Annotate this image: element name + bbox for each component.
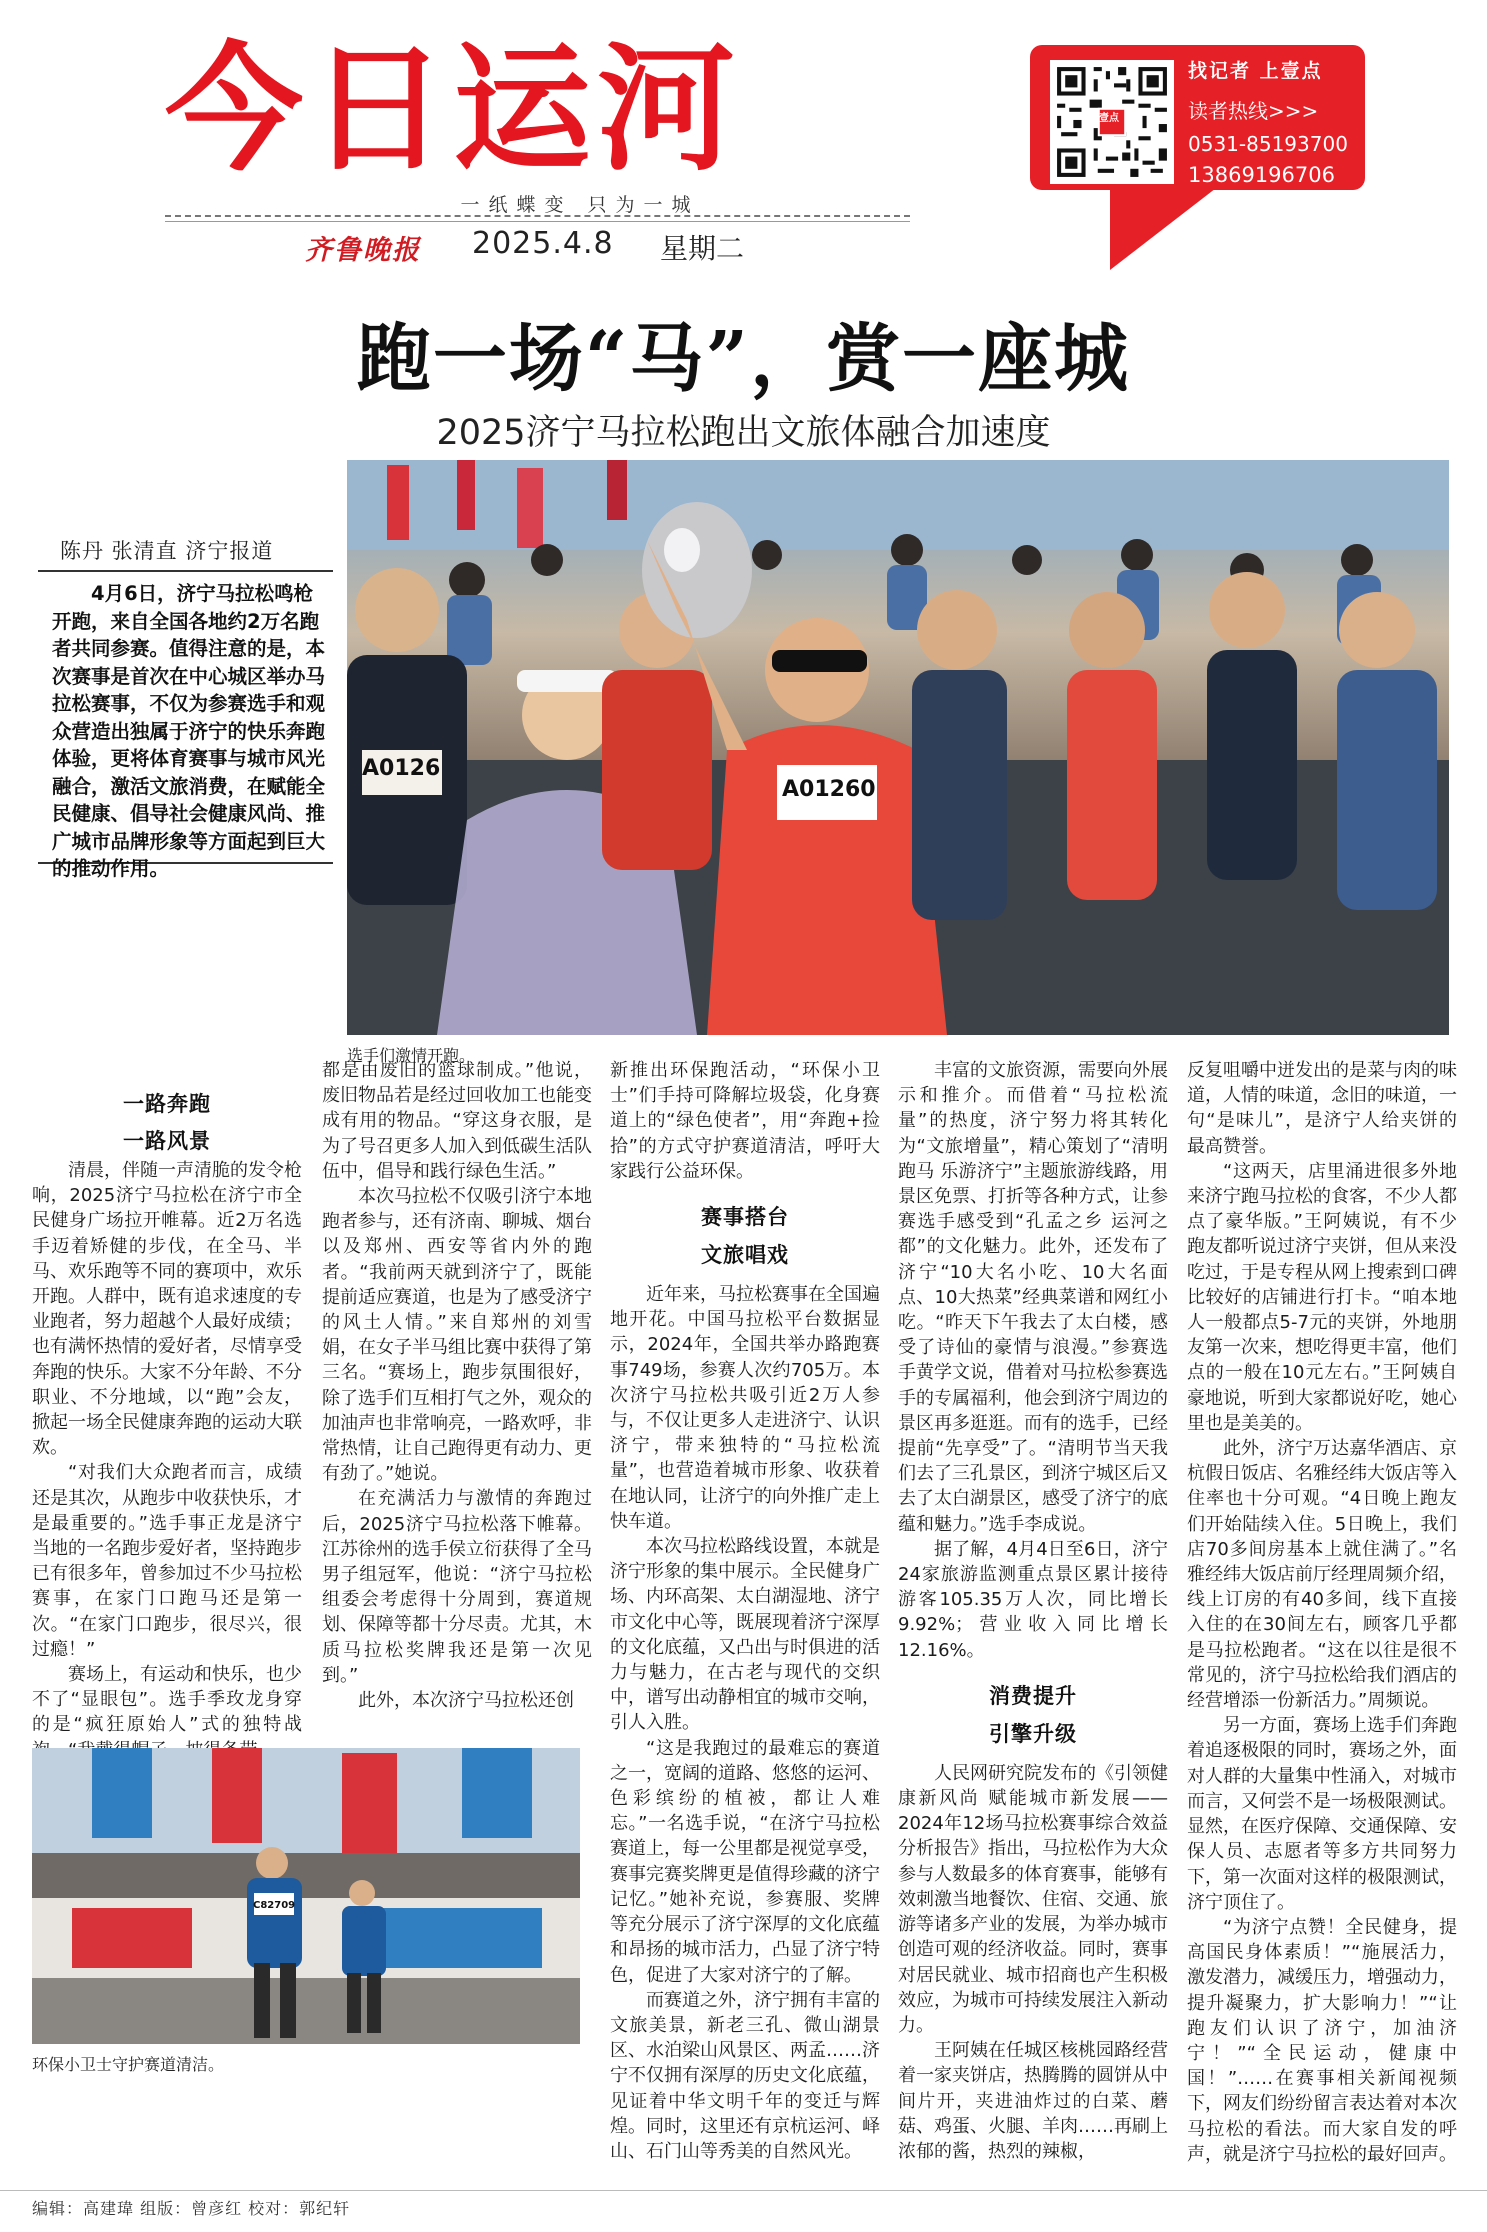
article-column-3	[610, 1058, 880, 2162]
paragraph: 另一方面，赛场上选手们奔跑着追逐极限的同时，赛场之外，面对人群的大量集中性涌入，对城市而言，又何尝不是一场极限测试。显然，在医疗保障、交通保障、安保人员、志愿者等多方共同努力下，第一次面对这样的极限测试，济宁顶住了。	[1187, 1715, 1457, 1913]
masthead-title: 今日运河	[165, 29, 742, 190]
section-title-2a: 赛事搭台	[701, 1204, 789, 1230]
section-title-3b: 引擎升级	[989, 1720, 1077, 1746]
paragraph: 近年来，马拉松赛事在全国遍地开花。中国马拉松平台数据显示，2024年，全国共举办路跑赛事749场，参赛人次约705万。本次济宁马拉松共吸引近2万人参与，不仅让更多人走进济宁、认识济宁，带来独特的“马拉松流量”，也营造着城市形象、收获着在地认同，让济宁的向外推广走上快车道。	[610, 1284, 880, 1532]
paragraph: 丰富的文旅资源，需要向外展示和推介。而借着“马拉松流量”的热度，济宁努力将其转化为“文旅增量”，精心策划了“清明跑马 乐游济宁”主题旅游线路，用景区免票、打折等各种方式，让参赛选手感受到“孔孟之乡 运河之都”的文化魅力。此外，还发布了济宁“10大名小吃、10大名面点、10大热菜”经典菜谱和网红小吃。“昨天下午我去了太白楼，感受了诗仙的豪情与浪漫。”参赛选手黄学文说，借着对马拉松参赛选手的专属福利，他会到济宁周边的景区再多逛逛。而有的选手，已经提前“先享受”了。“清明节当天我们去了三孔景区，到济宁城区后又去了太白湖景区，感受了济宁的底蕴和魅力。”选手李成说。	[898, 1060, 1168, 1535]
hotline-slogan: 找记者 上壹点	[1188, 60, 1323, 82]
section-title-1a: 一路奔跑	[123, 1091, 211, 1116]
masthead-divider	[165, 215, 910, 217]
article-subheadline: 2025济宁马拉松跑出文旅体融合加速度	[436, 413, 1051, 453]
brand-logo: 齐鲁晚报	[305, 235, 421, 266]
hotline-mobile: 13869196706	[1188, 163, 1335, 187]
section-title-3a: 消费提升	[989, 1682, 1077, 1708]
paragraph: 据了解，4月4日至6日，济宁24家旅游监测重点景区累计接待游客105.35万人次，同比增长9.92%；营业收入同比增长12.16%。	[898, 1538, 1168, 1661]
article-headline: 跑一场“马”，赏一座城	[356, 316, 1131, 402]
article-lead: 4月6日，济宁马拉松鸣枪开跑，来自全国各地约2万名跑者共同参赛。值得注意的是，本次赛事是首次在中心城区举办马拉松赛事，不仅为参赛选手和观众营造出独属于济宁的快乐奔跑体验，更将体育赛事与城市风光融合，激活文旅消费，在赋能全民健康、倡导社会健康风尚、推广城市品牌形象等方面起到巨大的推动作用。	[52, 582, 326, 880]
paragraph: 赛场上，有运动和快乐，也少不了“显眼包”。选手季玫龙身穿的是“疯狂原始人”式的独特战	[32, 1664, 302, 1736]
article-byline: 陈丹 张清直 济宁报道	[60, 539, 274, 563]
paragraph: 清晨，伴随一声清脆的发令枪响，2025济宁马拉松在济宁市全民健身广场拉开帷幕。近2万名选手迈着矫健的步伐，在全马、半马、欢乐跑等不同的赛项中，欢乐开跑。人群中，既有追求速度的专业跑者，努力超越个人最好成绩；也有满怀热情的爱好者，尽情享受奔跑的快乐。大家不分年龄、不分职业、不分地域，以“跑”会友，掀起一场全民健康奔跑的运动大联欢。	[32, 1160, 302, 1459]
section-title-1b: 一路风景	[123, 1128, 211, 1153]
section-title-2b: 文旅唱戏	[701, 1242, 789, 1268]
photo-caption-main: 选手们激情开跑。	[347, 1046, 476, 1065]
issue-date: 2025.4.8	[472, 226, 614, 261]
paragraph: “这两天，店里涌进很多外地来济宁跑马拉松的食客，不少人都点了豪华版。”王阿姨说，有不少跑友都听说过济宁夹饼，但从来没吃过，于是专程从网上搜索到口碑比较好的店铺进行打卡。“咱本地人一般都点5-7元的夹饼，外地朋友第一次来，想吃得更丰富，他们点的一般在10元左右。”王阿姨自豪地说，听到大家都说好吃，她心里也是美美的。	[1187, 1160, 1457, 1434]
paragraph: 人民网研究院发布的《引领健康新风尚 赋能城市新发展——2024年12场马拉松赛事综合效益分析报告》指出，马拉松作为大众参与人数最多的体育赛事，能够有效刺激当地餐饮、住宿、交通、旅游等诸多产业的发展，为举办城市创造可观的经济收益。同时，赛事对居民就业、城市招商也产生积极效应，为城市可持续发展注入新动力。	[898, 1762, 1168, 2036]
paragraph: “这是我跑过的最难忘的赛道之一，宽阔的道路、悠悠的运河、色彩缤纷的植被，都让人难忘。”一名选手说，“在济宁马拉松赛道上，每一公里都是视觉享受，赛事完赛奖牌更是值得珍藏的济宁记忆。”她补充说，参赛服、奖牌等充分展示了济宁深厚的文化底蕴和昂扬的城市活力，凸显了济宁特色，促进了大家对济宁的了解。	[610, 1737, 880, 1986]
article-column-5	[1187, 1058, 1457, 2165]
paragraph: 王阿姨在任城区核桃园路经营着一家夹饼店，热腾腾的圆饼从中间片开，夹进油炸过的白菜、蘑菇、鸡蛋、火腿、羊肉……再刷上浓郁的酱，热烈的辣椒，	[898, 2040, 1168, 2162]
hotline-phone: 0531-85193700	[1188, 132, 1348, 156]
photo-eco-guardians	[32, 1748, 580, 2044]
paragraph: “为济宁点赞！全民健身，提高国民身体素质！”“施展活力，激发潜力，减缓压力，增强动力，提升凝聚力，扩大影响力！”“让跑友们认识了济宁，加油济宁！”“全民运动，健康中国！”……在赛事相关新闻视频下，网友们纷纷留言表达着对本次马拉松的看法。而大家自发的呼声，就是济宁马拉松的最好回声。	[1187, 1916, 1457, 2165]
qr-logo-label: 壹点	[1099, 113, 1119, 124]
photo-marathon-runners	[347, 460, 1449, 1035]
paragraph: 此外，本次济宁马拉松还创	[358, 1690, 574, 1712]
bib-number-main: A01260	[782, 777, 876, 802]
paragraph: 此外，济宁万达嘉华酒店、京杭假日饭店、名雅经纬大饭店等入住率也十分可观。“4日晚上跑友们开始陆续入住。5日晚上，我们店70多间房基本上就住满了。”名雅经纬大饭店前厅经理周频介绍，线上订房的有40多间，线下直接入住的在30间左右，顾客几乎都是马拉松跑者。“这在以往是很不常见的，济宁马拉松给我们酒店的经营增添一份新活力。”周频说。	[1187, 1438, 1457, 1712]
masthead-divider-thin	[165, 221, 910, 222]
article-column-2	[322, 1058, 592, 1733]
paragraph: “对我们大众跑者而言，成绩还是其次，从跑步中收获快乐，才是最重要的。”选手事正龙是济宁当地的一名跑步爱好者，坚持跑步已有很多年，曾参加过不少马拉松赛事，在家门口跑马还是第一次。“在家门口跑步，很尽兴，很过瘾！”	[32, 1462, 302, 1660]
bib-number-left: A0126	[362, 756, 441, 781]
bib-number-small: C82709	[253, 1900, 296, 1911]
paragraph: 新推出环保跑活动，“环保小卫士”们手持可降解垃圾袋，化身赛道上的“绿色使者”，用“奔跑+捡拾”的方式守护赛道清洁，呼吁大家践行公益环保。	[610, 1060, 880, 1182]
paragraph: 都是由废旧的篮球制成。”他说，废旧物品若是经过回收加工也能变成有用的物品。“穿这身衣服，是为了号召更多人加入到低碳生活队伍中，倡导和践行绿色生活。”	[322, 1060, 592, 1182]
article-column-4	[898, 1058, 1168, 2162]
hotline-box-tail	[1110, 185, 1220, 270]
paragraph: 在充满活力与激情的奔跑过后，2025济宁马拉松落下帷幕。江苏徐州的选手侯立衍获得了全马男子组冠军，他说：“济宁马拉松组委会考虑得十分周到，赛道规划、保障等都十分尽责。尤其，木质马拉松奖牌我还是第一次见到。”	[322, 1488, 592, 1686]
paragraph: 本次马拉松不仅吸引济宁本地跑者参与，还有济南、聊城、烟台以及郑州、西安等省内外的跑者。“我前两天就到济宁了，既能提前适应赛道，也是为了感受济宁的风土人情。”来自郑州的刘雪娟，在女子半马组比赛中获得了第三名。“赛场上，跑步氛围很好，除了选手们互相打气之外，观众的加油声也非常响亮，一路欢呼，非常热情，让自己跑得更有动力、更有劲了。”她说。	[322, 1186, 592, 1485]
issue-weekday: 星期二	[660, 232, 745, 265]
footer-divider	[0, 2190, 1487, 2191]
masthead-slogan: 一纸蝶变 只为一城	[460, 194, 700, 216]
article-column-1	[32, 1158, 302, 1736]
hotline-label: 读者热线>>>	[1188, 99, 1319, 123]
paragraph: 而赛道之外，济宁拥有丰富的文旅美景，新老三孔、微山湖景区、水泊梁山风景区、两孟……济宁不仅拥有深厚的历史文化底蕴，见证着中华文明千年的变迁与辉煌。同时，这里还有京杭运河、峄山、石门山等秀美的自然风光。	[610, 1989, 880, 2162]
paragraph: 本次马拉松路线设置，本就是济宁形象的集中展示。全民健身广场、内环高架、太白湖湿地、济宁市文化中心等，既展现着济宁深厚的文化底蕴，又凸出与时俱进的活力与魅力，在古老与现代的交织中，谱写出动静相宜的城市交响，引人入胜。	[610, 1536, 880, 1734]
editor-credits: 编辑：高建瑋 组版：曾彦红 校对：郭纪轩	[32, 2199, 351, 2218]
photo-caption-small: 环保小卫士守护赛道清洁。	[32, 2055, 225, 2074]
paragraph: 反复咀嚼中迸发出的是菜与肉的味道，人情的味道，念旧的味道，一句“是味儿”，是济宁人给夹饼的最高赞誉。	[1187, 1060, 1457, 1157]
